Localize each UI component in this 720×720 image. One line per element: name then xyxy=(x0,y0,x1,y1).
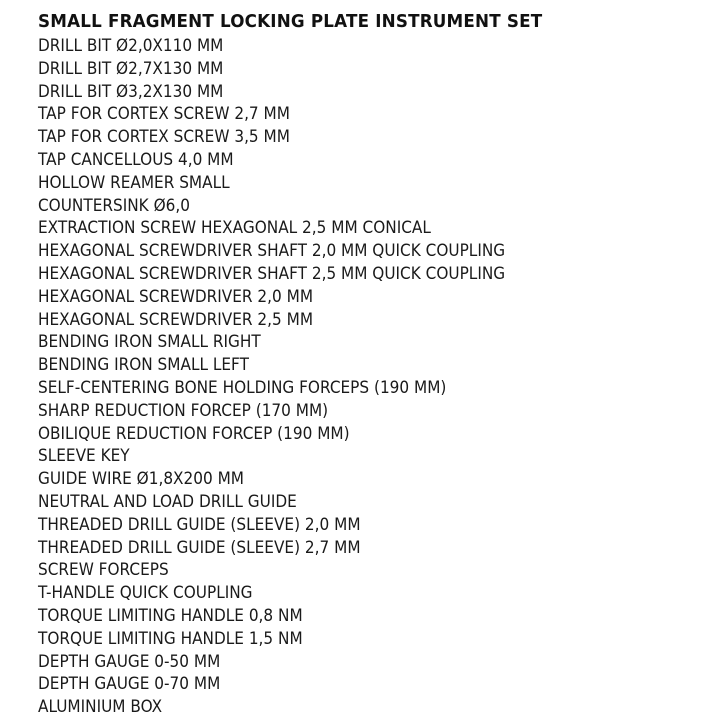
list-item: TAP FOR CORTEX SCREW 3,5 MM xyxy=(38,127,290,148)
list-item: EXTRACTION SCREW HEXAGONAL 2,5 MM CONICAL xyxy=(38,218,431,239)
list-item: BENDING IRON SMALL LEFT xyxy=(38,355,249,376)
list-item: THREADED DRILL GUIDE (SLEEVE) 2,0 MM xyxy=(38,514,361,535)
instrument-list xyxy=(38,35,708,719)
list-item: OBILIQUE REDUCTION FORCEP (190 MM) xyxy=(38,423,350,444)
list-item: HEXAGONAL SCREWDRIVER SHAFT 2,5 MM QUICK COUPLING xyxy=(38,263,506,284)
list-item: GUIDE WIRE Ø1,8X200 MM xyxy=(38,469,245,490)
list-item: THREADED DRILL GUIDE (SLEEVE) 2,7 MM xyxy=(38,537,361,558)
list-item: DRILL BIT Ø2,7X130 MM xyxy=(38,58,224,79)
instrument-set-document xyxy=(38,11,708,719)
list-item: HEXAGONAL SCREWDRIVER 2,5 MM xyxy=(38,309,314,330)
list-item: DRILL BIT Ø2,0X110 MM xyxy=(38,36,224,56)
list-item: DRILL BIT Ø3,2X130 MM xyxy=(38,81,224,102)
list-item: T-HANDLE QUICK COUPLING xyxy=(38,583,253,604)
document-title: SMALL FRAGMENT LOCKING PLATE INSTRUMENT SET xyxy=(38,11,543,32)
list-item: SHARP REDUCTION FORCEP (170 MM) xyxy=(38,400,329,421)
list-item: HEXAGONAL SCREWDRIVER SHAFT 2,0 MM QUICK COUPLING xyxy=(38,241,506,262)
list-item: SELF-CENTERING BONE HOLDING FORCEPS (190 MM) xyxy=(38,377,447,398)
list-item: DEPTH GAUGE 0-50 MM xyxy=(38,651,221,672)
list-item: TORQUE LIMITING HANDLE 1,5 NM xyxy=(38,628,303,649)
list-item: HOLLOW REAMER SMALL xyxy=(38,172,230,193)
list-item: BENDING IRON SMALL RIGHT xyxy=(38,332,261,353)
list-item: TORQUE LIMITING HANDLE 0,8 NM xyxy=(38,605,303,626)
list-item: COUNTERSINK Ø6,0 xyxy=(38,195,190,216)
list-item: NEUTRAL AND LOAD DRILL GUIDE xyxy=(38,491,297,512)
list-item: HEXAGONAL SCREWDRIVER 2,0 MM xyxy=(38,286,314,307)
list-item: DEPTH GAUGE 0-70 MM xyxy=(38,674,221,695)
list-item: TAP CANCELLOUS 4,0 MM xyxy=(38,149,234,170)
list-item: ALUMINIUM BOX xyxy=(38,697,163,718)
list-item: SLEEVE KEY xyxy=(38,446,130,467)
list-item: SCREW FORCEPS xyxy=(38,560,169,581)
list-item: TAP FOR CORTEX SCREW 2,7 MM xyxy=(38,104,290,125)
